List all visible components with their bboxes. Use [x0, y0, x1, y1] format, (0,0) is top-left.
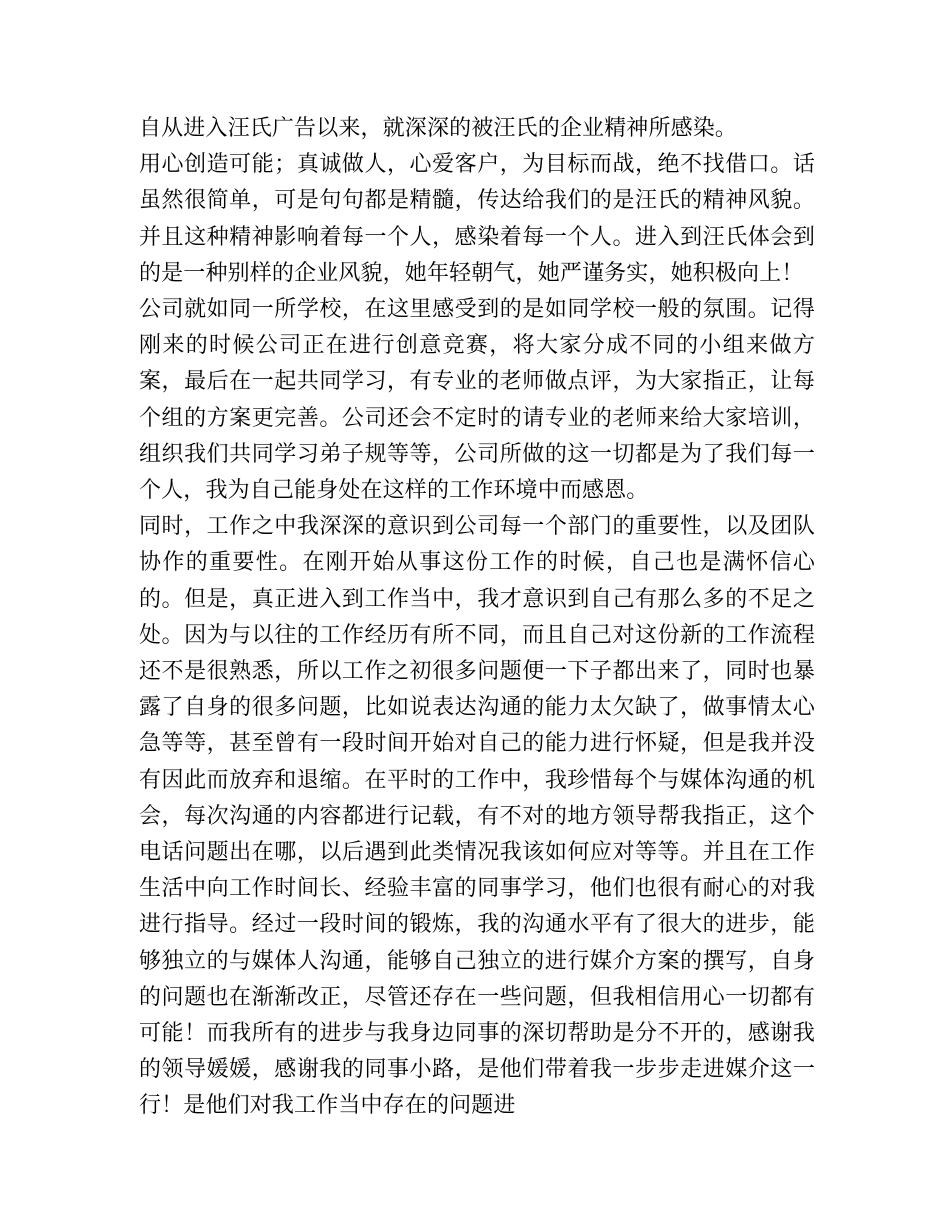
paragraph-intro: 自从进入汪氏广告以来，就深深的被汪氏的企业精神所感染。	[139, 116, 738, 141]
paragraph-company-school: 公司就如同一所学校，在这里感受到的是如同学校一般的氛围。记得刚来的时候公司正在进行创意竞赛，将大家分成不同的小组来做方案，最后在一起共同学习，有专业的老师做点评，为大家指正，让每个组的方案更完善。公司还会不定时的请专业的老师来给大家培训，组织我们共同学习弟子规等等，公司所做的这一切都是为了我们每一个人，我为自己能身处在这样的工作环境中而感恩。	[139, 297, 815, 504]
document-body	[139, 111, 815, 1125]
paragraph-work-growth: 同时，工作之中我深深的意识到公司每一个部门的重要性，以及团队协作的重要性。在刚开始从事这份工作的时候，自己也是满怀信心的。但是，真正进入到工作当中，我才意识到自己有那么多的不足之处。因为与以往的工作经历有所不同，而且自己对这份新的工作流程还不是很熟悉，所以工作之初很多问题便一下子都出来了，同时也暴露了自身的很多问题，比如说表达沟通的能力太欠缺了，做事情太心急等等，甚至曾有一段时间开始对自己的能力进行怀疑，但是我并没有因此而放弃和退缩。在平时的工作中，我珍惜每个与媒体沟通的机会，每次沟通的内容都进行记载，有不对的地方领导帮我指正，这个电话问题出在哪，以后遇到此类情况我该如何应对等等。并且在工作生活中向工作时间长、经验丰富的同事学习，他们也很有耐心的对我进行指导。经过一段时间的锻炼，我的沟通水平有了很大的进步，能够独立的与媒体人沟通，能够自己独立的进行媒介方案的撰写，自身的问题也在渐渐改正，尽管还存在一些问题，但我相信用心一切都有可能！而我所有的进步与我身边同事的深切帮助是分不开的，感谢我的领导媛媛，感谢我的同事小路，是他们带着我一步步走进媒介这一行！是他们对我工作当中存在的问题进	[139, 514, 815, 1119]
paragraph-spirit: 用心创造可能；真诚做人，心爱客户，为目标而战，绝不找借口。话虽然很简单，可是句句都是精髓，传达给我们的是汪氏的精神风貌。并且这种精神影响着每一个人，感染着每一个人。进入到汪氏体会到的是一种别样的企业风貌，她年轻朝气，她严谨务实，她积极向上！	[139, 152, 815, 286]
